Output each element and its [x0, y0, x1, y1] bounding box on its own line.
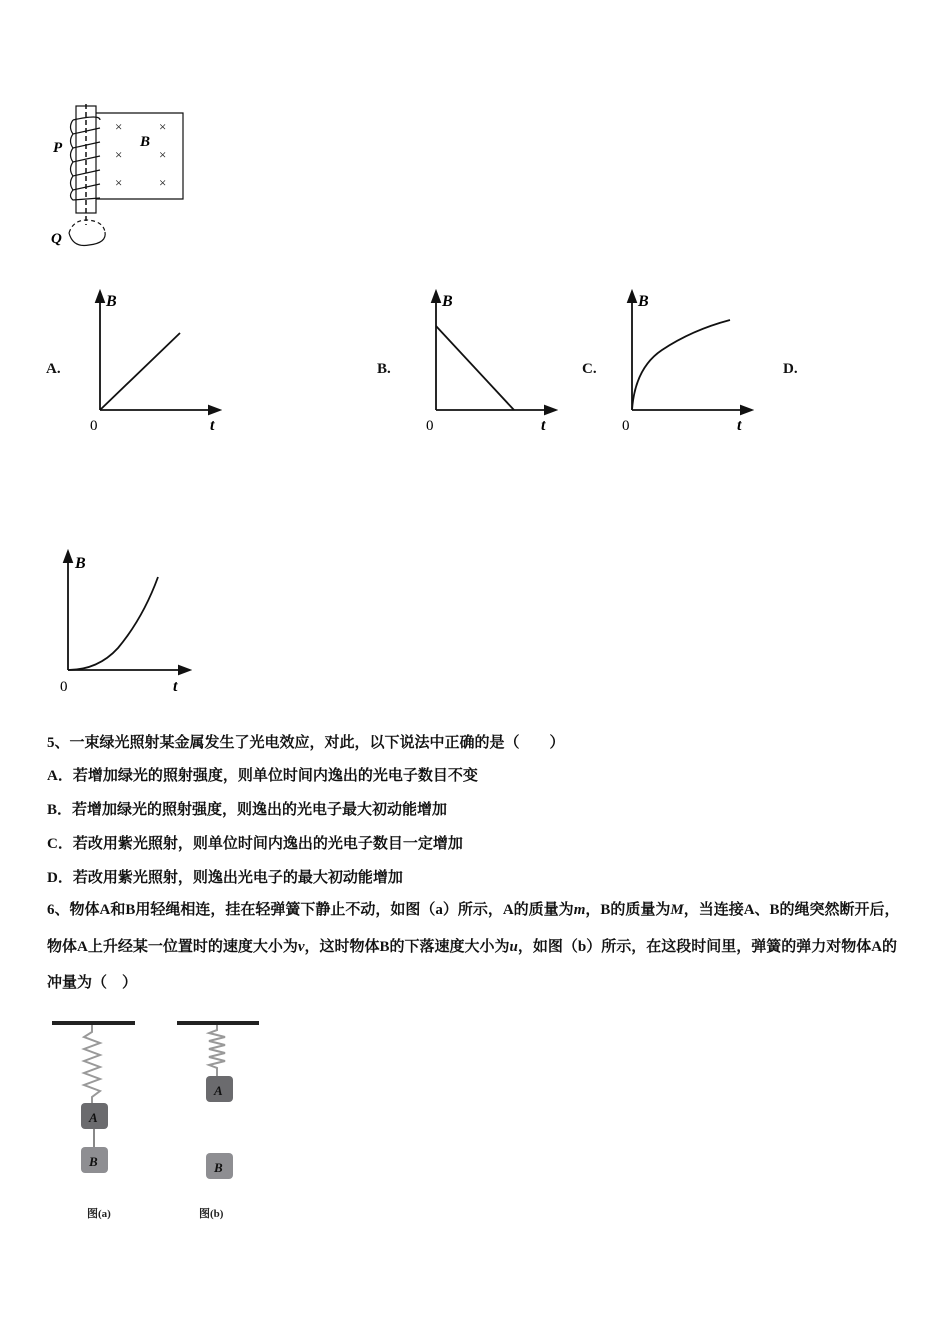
- solenoid-field-figure: [45, 100, 195, 250]
- x-axis-label: t: [737, 417, 742, 434]
- y-axis-label: B: [442, 293, 453, 310]
- graph-a-curve: [100, 333, 180, 410]
- option-d-label: D.: [783, 361, 798, 377]
- q6-text: ，B的质量为: [585, 902, 671, 918]
- q5-stem: 5、一束绿光照射某金属发生了光电效应，对此，以下说法中正确的是（ ）: [47, 735, 565, 751]
- origin-label: 0: [60, 679, 68, 695]
- caption-b: 图(b): [199, 1208, 224, 1220]
- graph-b: [421, 288, 561, 438]
- block-a-label: A: [214, 1083, 223, 1098]
- caption-a: 图(a): [87, 1208, 111, 1220]
- q5-option-d: D．若改用紫光照射，则逸出光电子的最大初动能增加: [47, 870, 403, 886]
- q6-stem: [47, 892, 907, 1002]
- q6-text: ，如图（b）所示，在这段时间里，弹簧的弹力对物体A的冲量为（ ）: [47, 938, 898, 991]
- loop-label: Q: [51, 231, 62, 247]
- svg-text:×: ×: [115, 147, 123, 162]
- q5-option-a: A．若增加绿光的照射强度，则单位时间内逸出的光电子数目不变: [47, 768, 478, 784]
- block-b-label: B: [89, 1154, 98, 1169]
- field-label: B: [140, 134, 151, 150]
- var-v: v: [297, 938, 305, 955]
- svg-text:×: ×: [159, 175, 167, 190]
- q6-text: 6、物体A和B用轻绳相连，挂在轻弹簧下静止不动，如图（a）所示，A的质量为: [47, 902, 574, 918]
- q5-option-b: B．若增加绿光的照射强度，则逸出的光电子最大初动能增加: [47, 802, 448, 818]
- block-a-label: A: [89, 1110, 98, 1125]
- block-b-label: B: [214, 1160, 223, 1175]
- svg-text:×: ×: [159, 147, 167, 162]
- origin-label: 0: [622, 418, 630, 434]
- graph-d: [53, 548, 198, 698]
- q6-text: ，当连接A、B的绳突然断开后，物体A上升经某一位置时的速度大小为: [47, 902, 900, 955]
- graph-c-curve: [632, 320, 730, 410]
- var-u: u: [509, 938, 518, 955]
- graph-a: [85, 288, 225, 438]
- graph-d-curve: [68, 577, 158, 670]
- var-M: M: [670, 902, 684, 918]
- q5-option-c: C．若改用紫光照射，则单位时间内逸出的光电子数目一定增加: [47, 836, 463, 852]
- spring-blocks-figure: [40, 1010, 280, 1230]
- solenoid-label: P: [53, 140, 63, 156]
- x-axis-label: t: [541, 417, 546, 434]
- option-a-label: A.: [46, 361, 61, 377]
- graph-c: [617, 288, 757, 438]
- q6-text: ，这时物体B的下落速度大小为: [304, 938, 510, 955]
- origin-label: 0: [426, 418, 434, 434]
- x-axis-label: t: [173, 678, 178, 695]
- y-axis-label: B: [638, 293, 649, 310]
- svg-text:×: ×: [115, 119, 123, 134]
- x-axis-label: t: [210, 417, 215, 434]
- svg-text:×: ×: [115, 175, 123, 190]
- var-m: m: [573, 902, 586, 918]
- y-axis-label: B: [75, 555, 86, 572]
- option-b-label: B.: [377, 361, 391, 377]
- svg-text:×: ×: [159, 119, 167, 134]
- graph-b-curve: [436, 326, 514, 410]
- origin-label: 0: [90, 418, 98, 434]
- y-axis-label: B: [106, 293, 117, 310]
- option-c-label: C.: [582, 361, 597, 377]
